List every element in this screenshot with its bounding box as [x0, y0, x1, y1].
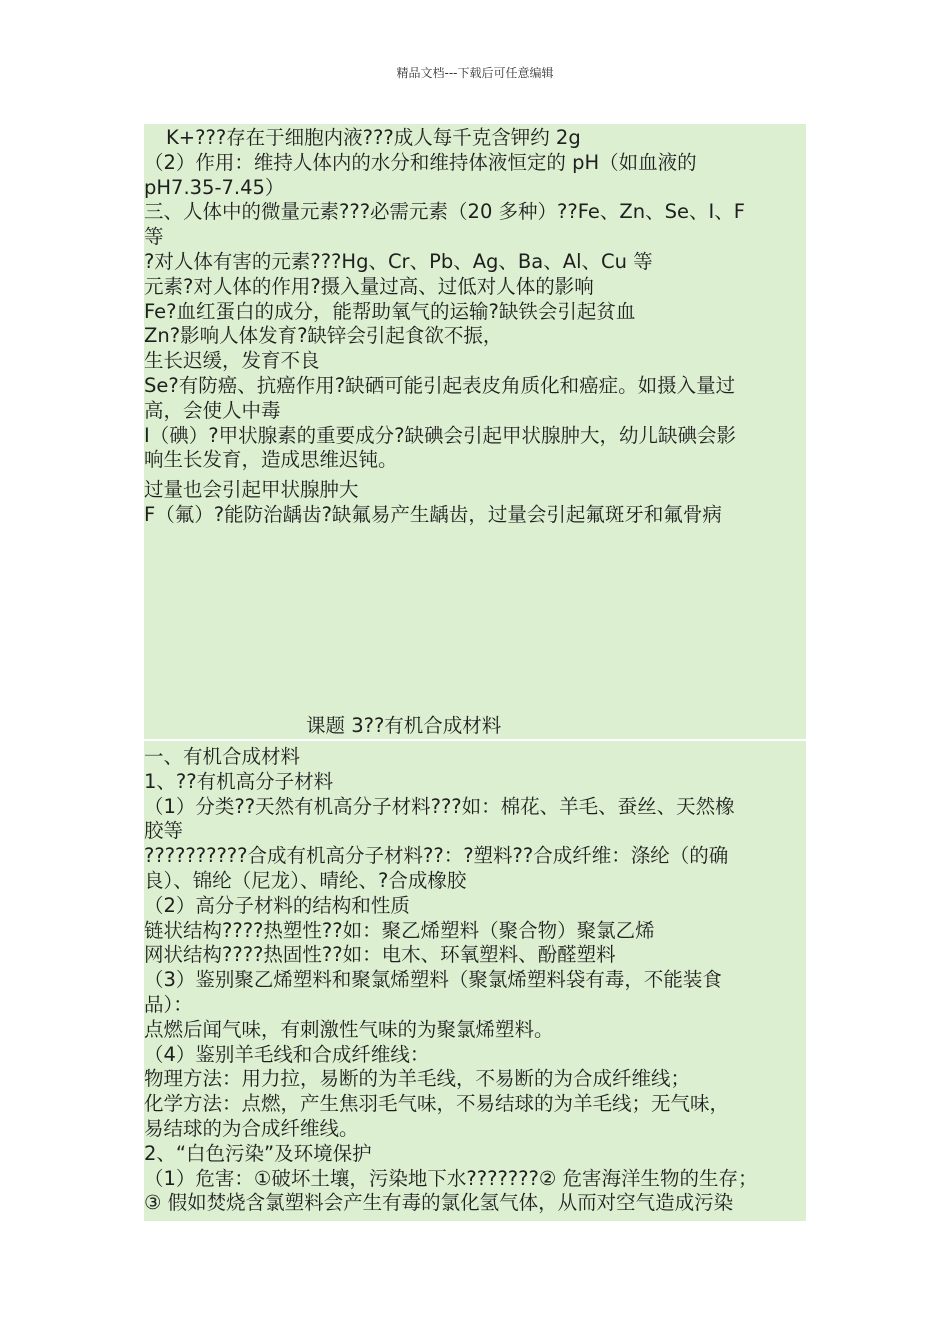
lesson-title: 课题 3??有机合成材料	[306, 714, 502, 737]
text-line: （2）高分子材料的结构和性质	[144, 893, 410, 917]
text-line: 三、人体中的微量元素???必需元素（20 多种）??Fe、Zn、Se、I、F	[144, 200, 745, 224]
content-block-lesson-title	[144, 677, 806, 739]
content-block-trace-elements	[144, 124, 806, 474]
text-line: 高，会使人中毒	[144, 398, 281, 422]
text-line: （1）危害：①破坏土壤，污染地下水???????② 危害海洋生物的生存；	[144, 1166, 758, 1190]
text-line: ?对人体有害的元素???Hg、Cr、Pb、Ag、Ba、Al、Cu 等	[144, 249, 653, 273]
text-line: ③ 假如焚烧含氯塑料会产生有毒的氯化氢气体，从而对空气造成污染	[144, 1191, 734, 1215]
page-header: 精品文档---下载后可任意编辑	[396, 66, 554, 80]
text-line: 过量也会引起甲状腺肿大	[144, 478, 359, 501]
text-line: （2）作用：维持人体内的水分和维持体液恒定的 pH（如血液的	[144, 150, 697, 174]
text-line: 品）：	[144, 992, 193, 1016]
text-line: 网状结构????热固性??如：电木、环氧塑料、酚醛塑料	[144, 943, 616, 967]
text-line: Fe?血红蛋白的成分，能帮助氧气的运输?缺铁会引起贫血	[144, 299, 636, 323]
text-line: 良）、锦纶（尼龙）、晴纶、?合成橡胶	[144, 868, 467, 892]
content-block-iodine-fluorine	[144, 474, 806, 679]
text-line: （3）鉴别聚乙烯塑料和聚氯烯塑料（聚氯烯塑料袋有毒，不能装食	[144, 968, 722, 992]
text-line: 胶等	[144, 819, 184, 843]
text-line: （1）分类??天然有机高分子材料???如：棉花、羊毛、蚕丝、天然橡	[144, 794, 735, 818]
text-line: ??????????合成有机高分子材料??：?塑料??合成纤维：涤纶（的确	[144, 844, 729, 868]
text-line: 物理方法：用力拉，易断的为羊毛线，不易断的为合成纤维线；	[144, 1067, 691, 1091]
text-line: 易结球的为合成纤维线。	[144, 1116, 359, 1140]
text-line: F（氟）?能防治龋齿?缺氟易产生龋齿，过量会引起氟斑牙和氟骨病	[144, 502, 722, 526]
text-line: K+???存在于细胞内液???成人每千克含钾约 2g	[166, 126, 581, 149]
text-line: 链状结构????热塑性??如：聚乙烯塑料（聚合物）聚氯乙烯	[144, 918, 655, 942]
text-line: 化学方法：点燃，产生焦羽毛气味，不易结球的为羊毛线；无气味，	[144, 1092, 730, 1116]
text-line: 元素?对人体的作用?摄入量过高、过低对人体的影响	[144, 274, 594, 298]
text-line: 2、“白色污染”及环境保护	[144, 1141, 372, 1165]
content-block-organic-materials	[144, 741, 806, 1221]
text-line: pH7.35-7.45）	[144, 175, 285, 199]
text-line: 一、有机合成材料	[144, 745, 301, 768]
text-line: 1、??有机高分子材料	[144, 769, 334, 793]
text-line: 响生长发育，造成思维迟钝。	[144, 448, 398, 472]
text-line: 等	[144, 225, 164, 249]
text-line: I（碘）?甲状腺素的重要成分?缺碘会引起甲状腺肿大，幼儿缺碘会影	[144, 423, 736, 447]
text-line: 生长迟缓，发育不良	[144, 349, 320, 373]
text-line: Zn?影响人体发育?缺锌会引起食欲不振，	[144, 324, 503, 348]
text-line: Se?有防癌、抗癌作用?缺硒可能引起表皮角质化和癌症。如摄入量过	[144, 373, 736, 397]
text-line: （4）鉴别羊毛线和合成纤维线：	[144, 1042, 430, 1066]
text-line: 点燃后闻气味，有刺激性气味的为聚氯烯塑料。	[144, 1017, 554, 1041]
